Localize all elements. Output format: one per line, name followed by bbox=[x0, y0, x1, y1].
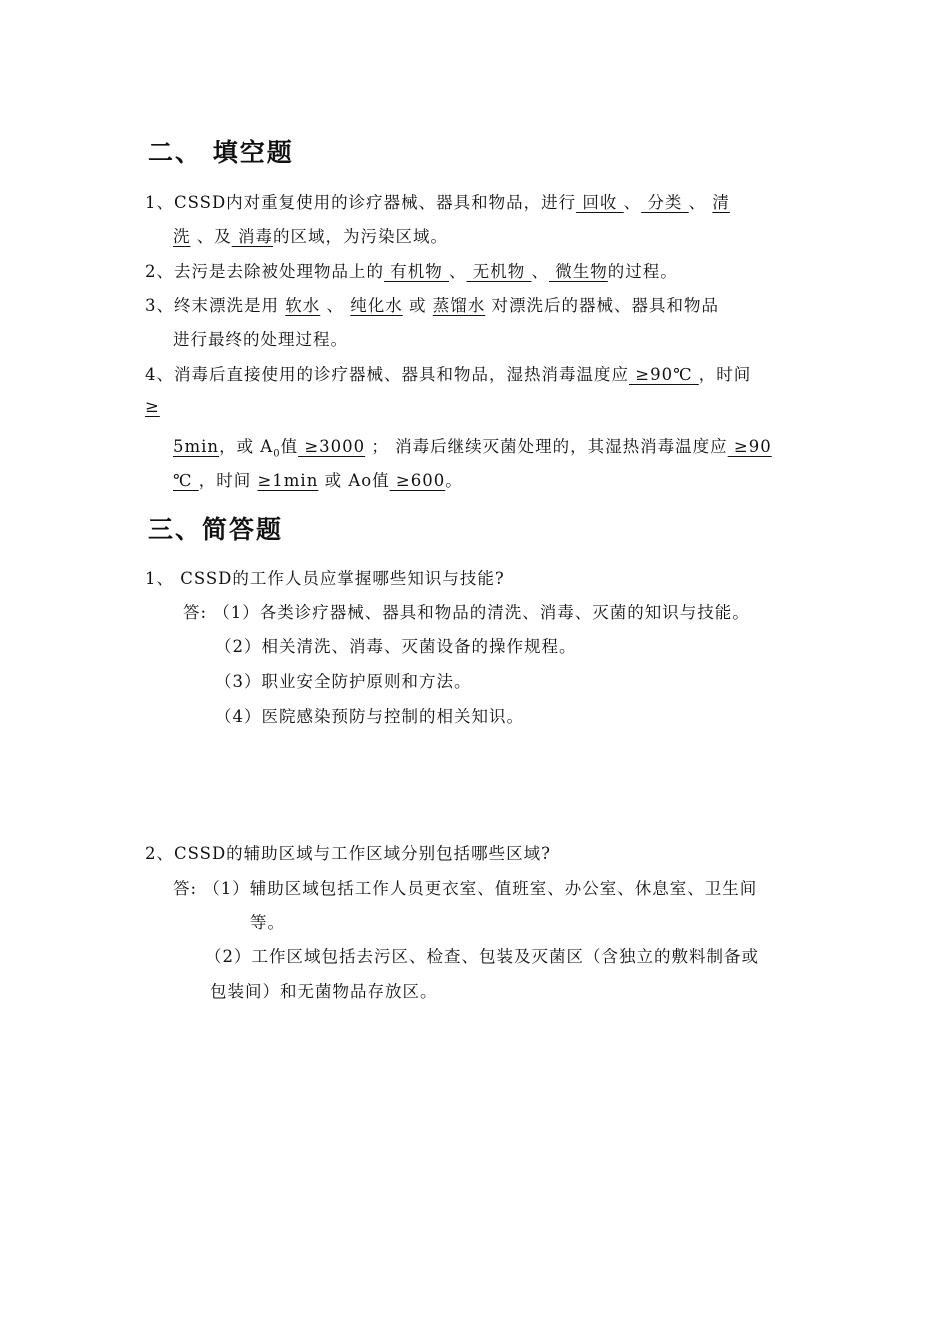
q1-blank-3a: 清 bbox=[712, 193, 730, 212]
q1-sep-1: 、 bbox=[623, 193, 642, 212]
q2-prefix: 2、去污是去除被处理物品上的 bbox=[145, 262, 384, 281]
q4-blank-4b: ℃ bbox=[173, 471, 199, 490]
short-answer-q2-a2: （2）工作区域包括去污区、检查、包装及灭菌区（含独立的敷料制备或 bbox=[205, 947, 759, 966]
q4-blank-6: ≥600 bbox=[389, 471, 446, 490]
q4-end: 。 bbox=[445, 471, 463, 490]
q1-blank-2: 分类 bbox=[641, 193, 689, 212]
short-answer-q2: 2、CSSD的辅助区域与工作区域分别包括哪些区域? bbox=[145, 844, 552, 863]
q1-sep-2: 、 bbox=[688, 193, 713, 212]
q2-sep-2: 、 bbox=[531, 262, 549, 281]
short-answer-q1-a1: 答: （1）各类诊疗器械、器具和物品的清洗、消毒、灭菌的知识与技能。 bbox=[183, 603, 750, 622]
q1-blank-3b: 洗 bbox=[173, 227, 191, 246]
fill-blank-q2 bbox=[145, 258, 678, 282]
q3-mid: 或 bbox=[402, 296, 433, 315]
q1-blank-1: 回收 bbox=[576, 193, 624, 212]
fill-blank-q1-line2 bbox=[173, 223, 448, 247]
short-answer-q2-a2b: 包装间）和无菌物品存放区。 bbox=[210, 982, 438, 1001]
q1-blank-4: 消毒 bbox=[231, 227, 273, 246]
short-answer-q2-a1: 答: （1）辅助区域包括工作人员更衣室、值班室、办公室、休息室、卫生间 bbox=[173, 879, 758, 898]
fill-blank-q1-line1 bbox=[145, 189, 730, 213]
short-answer-q1-a2: （2）相关清洗、消毒、灭菌设备的操作规程。 bbox=[215, 637, 577, 656]
q2-blank-1: 有机物 bbox=[384, 262, 449, 281]
q4-blank-3: ≥3000 bbox=[298, 437, 366, 456]
fill-blank-q4-line1 bbox=[145, 361, 751, 385]
q4-mid-3: 值 bbox=[280, 437, 299, 456]
q3-prefix: 3、终末漂洗是用 bbox=[145, 296, 286, 315]
short-answer-q1-a4: （4）医院感染预防与控制的相关知识。 bbox=[215, 707, 524, 726]
fill-blank-q3-line1 bbox=[145, 292, 719, 316]
short-answer-q1-a3: （3）职业安全防护原则和方法。 bbox=[215, 672, 472, 691]
section-3-title: 三、简答题 bbox=[148, 515, 284, 544]
q2-blank-2: 无机物 bbox=[466, 262, 532, 281]
q1-suffix: 的区域，为污染区域。 bbox=[273, 227, 448, 246]
fill-blank-q4-line2 bbox=[145, 397, 160, 416]
q2-blank-3: 微生物 bbox=[549, 262, 608, 281]
q4-mid-2: ，或 A bbox=[219, 437, 274, 456]
q3-sep-1: 、 bbox=[320, 296, 351, 315]
q4-blank-4a: ≥90 bbox=[727, 437, 772, 456]
q2-suffix: 的过程。 bbox=[607, 262, 678, 281]
fill-blank-q4-line3 bbox=[173, 433, 772, 459]
q4-blank-2b: 5min bbox=[173, 437, 220, 456]
short-answer-q2-a1b: 等。 bbox=[250, 913, 285, 932]
q2-sep-1: 、 bbox=[449, 262, 467, 281]
q4-mid-1: ，时间 bbox=[698, 365, 752, 384]
section-2-title: 二、 填空题 bbox=[148, 138, 294, 167]
q3-blank-1: 软水 bbox=[285, 296, 321, 315]
q3-suffix: 对漂洗后的器械、器具和物品 bbox=[485, 296, 719, 315]
fill-blank-q3-line2: 进行最终的处理过程。 bbox=[173, 330, 348, 349]
q4-blank-1: ≥90℃ bbox=[629, 365, 699, 384]
q4-prefix: 4、消毒后直接使用的诊疗器械、器具和物品，湿热消毒温度应 bbox=[145, 365, 629, 384]
short-answer-q1: 1、 CSSD的工作人员应掌握哪些知识与技能? bbox=[145, 569, 505, 588]
fill-blank-q4-line4 bbox=[173, 467, 463, 491]
q1-prefix: 1、CSSD内对重复使用的诊疗器械、器具和物品，进行 bbox=[145, 193, 577, 212]
q4-blank-5: ≥1min bbox=[257, 471, 319, 490]
q4-mid-5: ，时间 bbox=[198, 471, 258, 490]
q4-mid-6: 或 Ao值 bbox=[318, 471, 390, 490]
q4-blank-2a: ≥ bbox=[145, 397, 160, 416]
q3-blank-2: 纯化水 bbox=[350, 296, 403, 315]
q4-mid-4: ； 消毒后继续灭菌处理的，其湿热消毒温度应 bbox=[365, 437, 728, 456]
q3-blank-3: 蒸馏水 bbox=[432, 296, 486, 315]
q1-mid: 、及 bbox=[190, 227, 232, 246]
q4-sub-0: 0 bbox=[273, 448, 281, 460]
